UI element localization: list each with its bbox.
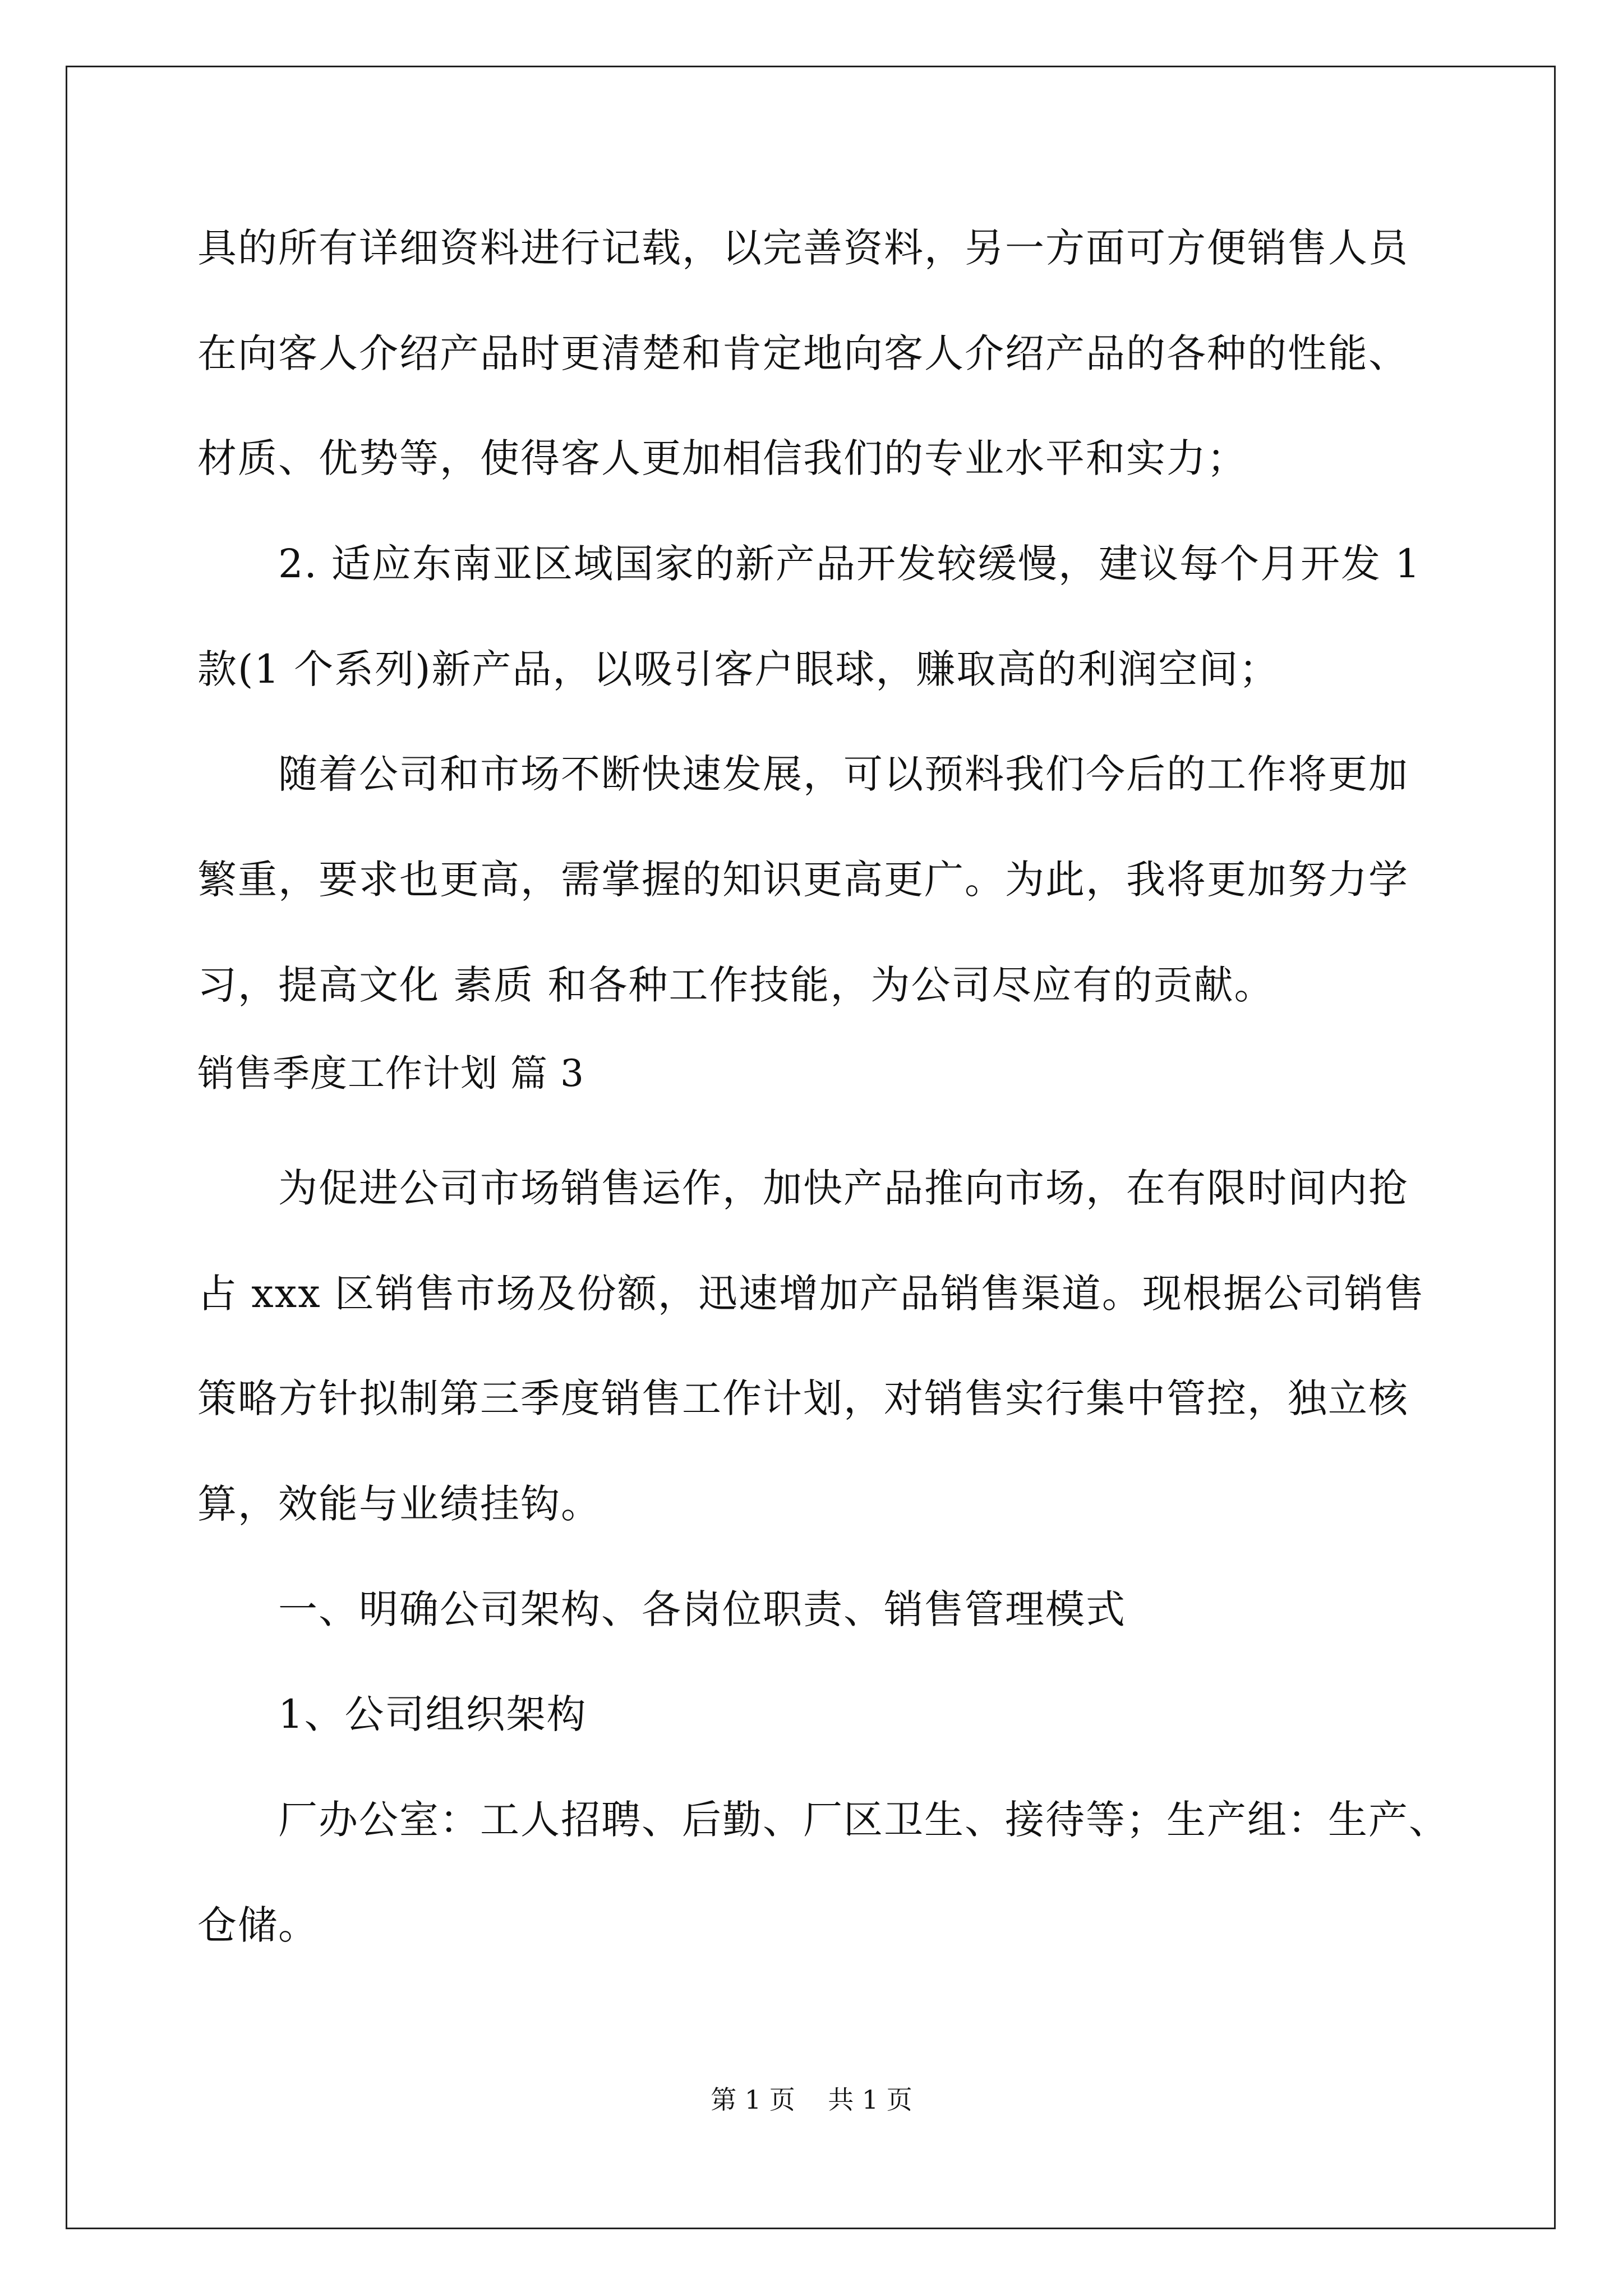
subheading-1: 一、明确公司架构、各岗位职责、销售管理模式 [278,1586,1126,1632]
body-line-2: 在向客人介绍产品时更清楚和肯定地向客人介绍产品的各种的性能、 [197,330,1409,376]
section-heading: 销售季度工作计划 篇 3 [197,1052,584,1095]
body-line-4: 2. 适应东南亚区域国家的新产品开发较缓慢，建议每个月开发 1 [278,541,1421,587]
body-line-6: 随着公司和市场不断快速发展，可以预料我们今后的工作将更加 [278,751,1409,797]
body-line-10: 占 xxx 区销售市场及份额，迅速增加产品销售渠道。现根据公司销售 [197,1271,1425,1317]
body-line-11: 策略方针拟制第三季度销售工作计划，对销售实行集中管控，独立核 [197,1375,1409,1421]
page-footer: 第 1 页 共 1 页 [711,2085,912,2115]
body-line-9: 为促进公司市场销售运作，加快产品推向市场，在有限时间内抢 [278,1165,1409,1211]
body-line-13: 厂办公室：工人招聘、后勤、厂区卫生、接待等；生产组：生产、 [278,1797,1449,1843]
body-line-3: 材质、优势等，使得客人更加相信我们的专业水平和实力； [197,435,1247,481]
body-line-7: 繁重，要求也更高，需掌握的知识更高更广。为此，我将更加努力学 [197,857,1409,903]
body-line-8: 习，提高文化 素质 和各种工作技能，为公司尽应有的贡献。 [197,962,1275,1008]
body-line-14: 仓储。 [197,1902,319,1948]
body-line-1: 具的所有详细资料进行记载，以完善资料，另一方面可方便销售人员 [197,225,1409,271]
body-line-5: 款(1 个系列)新产品，以吸引客户眼球，赚取高的利润空间； [197,646,1280,692]
body-line-12: 算，效能与业绩挂钩。 [197,1481,601,1527]
subheading-2: 1、公司组织架构 [278,1691,587,1737]
